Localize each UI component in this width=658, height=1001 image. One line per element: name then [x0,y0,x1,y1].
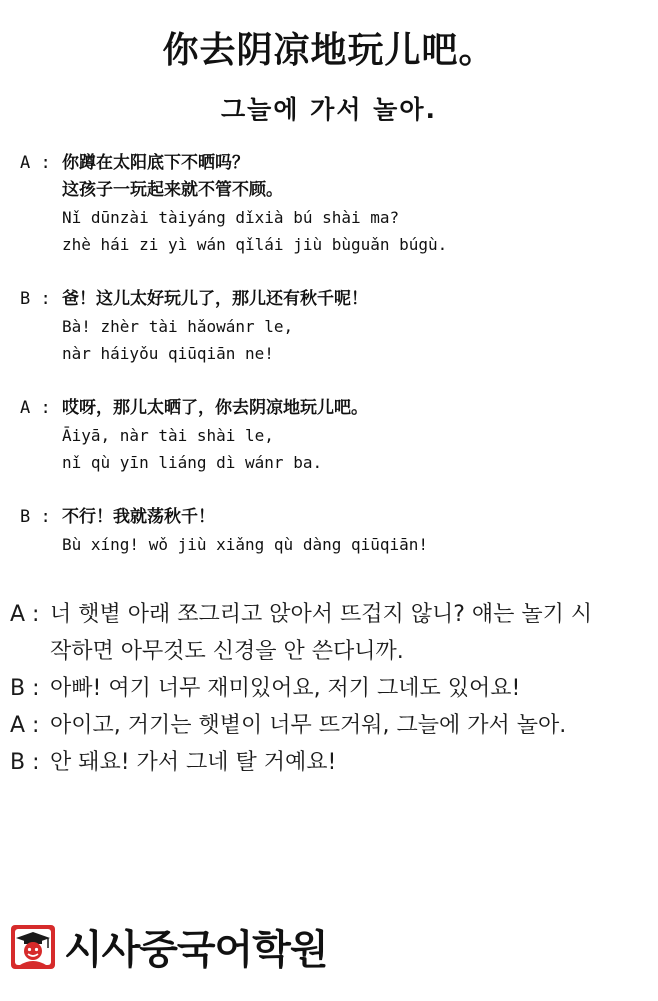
korean-line: 작하면 아무것도 신경을 안 쓴다니까. [50,639,404,664]
pinyin-line: Bà! zhèr tài hǎowánr le, [62,317,294,336]
dialogue-turn [18,286,648,367]
graduate-mascot-icon [10,924,56,970]
speaker-label: A : [20,153,51,173]
speaker-label: B : [20,507,51,527]
pinyin-line: Nǐ dūnzài tàiyáng dǐxià bú shài ma? [62,208,400,227]
academy-logo [10,918,327,975]
chinese-line: 这孩子一玩起来就不管不顾。 [62,180,283,200]
korean-line: 아이고, 거기는 햇볕이 너무 뜨거워, 그늘에 가서 놀아. [50,713,567,738]
academy-name: 시사중국어학원 [64,927,328,973]
pinyin-line: Āiyā, nàr tài shài le, [62,426,274,445]
translation-turn [10,670,650,707]
chinese-line: 你蹲在太阳底下不晒吗？ [62,153,249,173]
chinese-line: 哎呀，那儿太晒了，你去阴凉地玩儿吧。 [62,398,368,418]
speaker-label: B : [10,750,40,775]
pinyin-line: zhè hái zi yì wán qǐlái jiù bùguǎn búgù. [62,235,448,254]
speaker-label: A : [10,713,40,738]
translation-turn [10,596,650,670]
speaker-label: B : [10,676,40,701]
korean-line: 아빠! 여기 너무 재미있어요, 저기 그네도 있어요! [50,676,521,701]
korean-line: 안 돼요! 가서 그네 탈 거예요! [50,750,337,775]
pinyin-line: Bù xíng! wǒ jiù xiǎng qù dàng qiūqiān! [62,535,429,554]
korean-line: 너 햇볕 아래 쪼그리고 앉아서 뜨겁지 않니? 얘는 놀기 시 [50,602,593,627]
speaker-label: A : [10,602,40,627]
translation-turn [10,707,650,744]
speaker-label: B : [20,289,51,309]
chinese-dialogue [18,150,648,586]
translation-turn [10,744,650,781]
title-chinese: 你去阴凉地玩儿吧。 [162,29,496,71]
dialogue-turn [18,395,648,476]
dialogue-turn [18,504,648,558]
chinese-line: 爸！这儿太好玩儿了，那儿还有秋千呢！ [62,289,368,309]
dialogue-turn [18,150,648,258]
pinyin-line: nǐ qù yīn liáng dì wánr ba. [62,453,323,472]
pinyin-line: nàr háiyǒu qiūqiān ne! [62,344,274,363]
speaker-label: A : [20,398,51,418]
title-korean: 그늘에 가서 놀아. [221,95,437,124]
chinese-line: 不行！我就荡秋千！ [62,507,215,527]
korean-translation [10,596,650,781]
